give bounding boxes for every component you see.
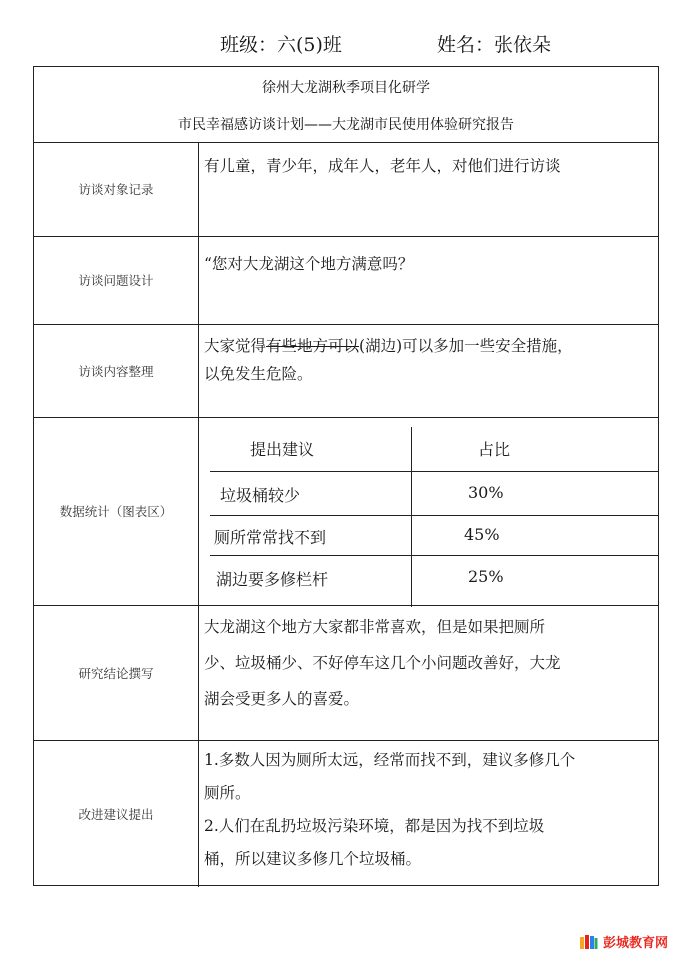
row-interview-question <box>34 236 658 325</box>
conclusion-line-3: 湖会受更多人的喜爱。 <box>204 690 360 708</box>
row-content <box>204 744 650 887</box>
book-logo-icon <box>579 933 599 951</box>
stats-header-ratio: 占比 <box>478 440 511 459</box>
row-content <box>204 148 650 236</box>
stats-ratio: 30% <box>468 483 504 502</box>
summary-text-struck: 有些地方可以 <box>266 337 360 355</box>
stats-item: 垃圾桶较少 <box>220 486 301 505</box>
suggestion-line-3: 2.人们在乱扔垃圾污染环境，都是因为找不到垃圾 <box>204 817 545 835</box>
row-label: 访谈对象记录 <box>34 142 199 236</box>
stats-row-divider <box>210 515 658 516</box>
class-value: 六(5)班 <box>277 34 342 56</box>
stats-ratio: 45% <box>464 525 500 544</box>
stats-header-item: 提出建议 <box>250 440 315 459</box>
row-label: 访谈问题设计 <box>34 236 199 324</box>
row-research-conclusion <box>34 605 658 741</box>
row-label: 数据统计（图表区） <box>34 417 199 605</box>
name-label: 姓名： <box>437 34 495 56</box>
stats-item: 厕所常常找不到 <box>214 528 327 547</box>
suggestion-line-1: 1.多数人因为厕所太远，经常而找不到，建议多修几个 <box>204 751 576 769</box>
form-title: 徐州大龙湖秋季项目化研学 <box>262 80 430 96</box>
summary-line-2: 以免发生危险。 <box>204 365 313 383</box>
subjects-text: 有儿童，青少年，成年人，老年人，对他们进行访谈 <box>204 157 561 175</box>
watermark-text: 彭城教育网 <box>602 936 668 951</box>
summary-line-1 <box>204 332 650 360</box>
summary-text-pre: 大家觉得 <box>204 337 267 355</box>
row-label: 研究结论撰写 <box>34 605 199 740</box>
form-title-block <box>34 67 658 143</box>
row-data-statistics <box>34 417 658 606</box>
class-field <box>220 30 342 57</box>
watermark-logo <box>579 932 668 951</box>
summary-text-post: (湖边)可以多加一些安全措施， <box>359 337 573 355</box>
name-value: 张依朵 <box>494 34 552 56</box>
question-text: “您对大龙湖这个地方满意吗？ <box>204 255 414 273</box>
stats-item: 湖边要多修栏杆 <box>216 570 329 589</box>
row-label: 改进建议提出 <box>34 740 199 887</box>
class-label: 班级： <box>220 34 278 56</box>
row-interview-subjects <box>34 142 658 237</box>
row-content <box>204 609 650 740</box>
stats-ratio: 25% <box>468 567 504 586</box>
row-improvement-suggestions <box>34 740 658 887</box>
stats-row-divider <box>210 555 658 556</box>
row-content <box>204 332 650 417</box>
stats-header-divider <box>210 471 658 472</box>
row-content <box>204 246 650 324</box>
suggestion-line-2: 厕所。 <box>204 784 251 802</box>
suggestion-line-4: 桶，所以建议多修几个垃圾桶。 <box>204 850 422 868</box>
name-field <box>437 30 551 57</box>
stats-column-divider <box>411 427 412 607</box>
row-interview-summary <box>34 324 658 418</box>
form-subtitle: 市民幸福感访谈计划——大龙湖市民使用体验研究报告 <box>178 117 514 133</box>
row-label: 访谈内容整理 <box>34 324 199 417</box>
report-form <box>33 66 659 886</box>
stats-table <box>210 427 658 603</box>
conclusion-line-2: 少、垃圾桶少、不好停车这几个小问题改善好，大龙 <box>204 654 561 672</box>
conclusion-line-1: 大龙湖这个地方大家都非常喜欢，但是如果把厕所 <box>204 618 546 636</box>
